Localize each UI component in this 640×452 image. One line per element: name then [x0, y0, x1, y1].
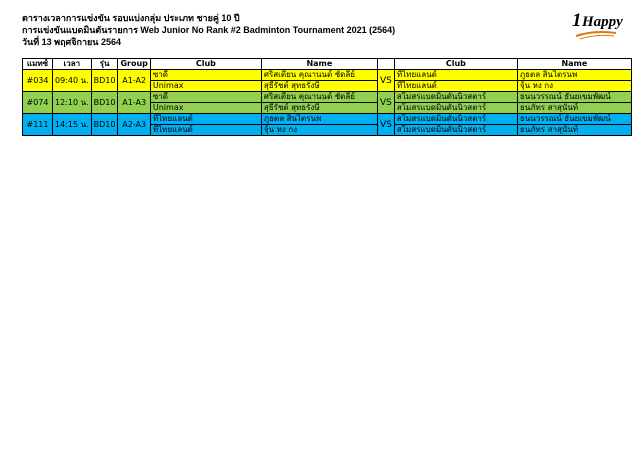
happy-logo	[570, 8, 630, 44]
document-header	[22, 12, 395, 48]
vs-label: VS	[377, 92, 394, 114]
logo-number: 1	[572, 10, 582, 31]
match-group: A1-A3	[118, 92, 150, 114]
right-club: สโมสรแบดมินตันนิวสตาร์	[394, 125, 517, 136]
header-tournament: การแข่งขันแบดมินตันรายการ Web Junior No Rank #2 Badminton Tournament 2021 (2564)	[22, 25, 396, 35]
right-club: สโมสรแบดมินตันนิวสตาร์	[394, 103, 517, 114]
right-player: ธนนวรรณน์ ธันยเขมพัฒน์	[517, 114, 631, 125]
header-date: วันที่ 13 พฤศจิกายน 2564	[22, 37, 121, 47]
right-player: ธนภัทร สาสุนันท์	[517, 125, 631, 136]
right-club: สโมสรแบดมินตันนิวสตาร์	[394, 114, 517, 125]
left-club: Unimax	[150, 103, 261, 114]
left-player: สุธีรัชต์ สุทธรังษี	[261, 103, 377, 114]
col-header-name-right: Name	[517, 59, 631, 70]
match-number: #111	[23, 114, 53, 136]
right-club: ทีไทยแลนด์	[394, 70, 517, 81]
logo-swoosh-icon	[574, 30, 618, 40]
left-club: ซาดี้	[150, 70, 261, 81]
match-time: 14:15 น.	[53, 114, 92, 136]
match-time: 09:40 น.	[53, 70, 92, 92]
col-header-match: แมทซ์	[23, 59, 53, 70]
left-club: ทีไทยแลนด์	[150, 125, 261, 136]
match-time: 12:10 น.	[53, 92, 92, 114]
right-club: ทีไทยแลนด์	[394, 81, 517, 92]
right-player: ธนภัทร สาสุนันท์	[517, 103, 631, 114]
col-header-time: เวลา	[53, 59, 92, 70]
right-player: จุ้น หง กง	[517, 81, 631, 92]
vs-label: VS	[377, 70, 394, 92]
right-club: สโมสรแบดมินตันนิวสตาร์	[394, 92, 517, 103]
schedule-table	[22, 58, 632, 136]
col-header-name-left: Name	[261, 59, 377, 70]
left-player: ศริสเตียน คุณานนต์ ชัดลี่ย์	[261, 92, 377, 103]
left-club: Unimax	[150, 81, 261, 92]
right-player: ภูธตล สินไตรนพ	[517, 70, 631, 81]
match-event: BD10	[91, 70, 118, 92]
col-header-club-right: Club	[394, 59, 517, 70]
col-header-group: Group	[118, 59, 150, 70]
vs-label: VS	[377, 114, 394, 136]
left-player: จุ้น หง กง	[261, 125, 377, 136]
match-number: #034	[23, 70, 53, 92]
left-player: ศริสเตียน คุณานนต์ ชัดลี่ย์	[261, 70, 377, 81]
match-number: #074	[23, 92, 53, 114]
table-header-row	[23, 59, 632, 70]
col-header-club-left: Club	[150, 59, 261, 70]
left-player: สุธีรัชต์ สุทธรังษี	[261, 81, 377, 92]
match-group: A1-A2	[118, 70, 150, 92]
header-title: ตารางเวลาการแข่งขัน รอบแบ่งกลุ่ม ประเภท ชายคู่ 10 ปี	[22, 13, 240, 23]
left-club: ซาดี้	[150, 92, 261, 103]
col-header-vs	[377, 59, 394, 70]
right-player: ธนนวรรณน์ ธันยเขมพัฒน์	[517, 92, 631, 103]
match-event: BD10	[91, 92, 118, 114]
match-group: A2-A3	[118, 114, 150, 136]
col-header-event: รุ่น	[91, 59, 118, 70]
left-club: ทีไทยแลนด์	[150, 114, 261, 125]
table-row	[23, 92, 632, 103]
left-player: ภูธตล สินไตรนพ	[261, 114, 377, 125]
table-row	[23, 70, 632, 81]
table-row	[23, 114, 632, 125]
match-event: BD10	[91, 114, 118, 136]
logo-word: Happy	[582, 14, 623, 30]
